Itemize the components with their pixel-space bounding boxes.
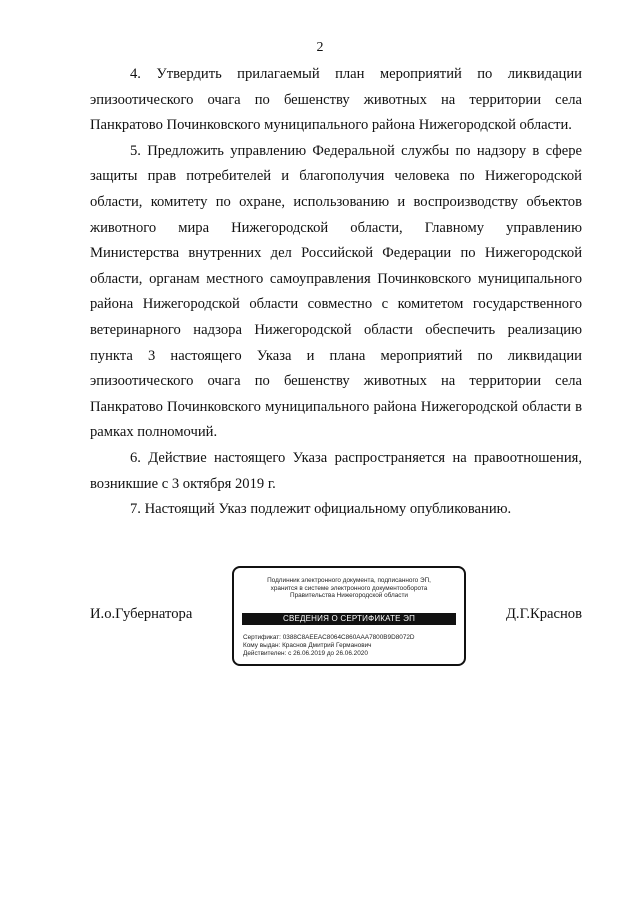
stamp-validity: Действителен: с 26.06.2019 до 26.06.2020 bbox=[243, 650, 368, 657]
stamp-intro-line: Правительства Нижегородской области bbox=[289, 592, 409, 600]
stamp-issued-to: Кому выдан: Краснов Дмитрий Германович bbox=[243, 642, 372, 649]
stamp-intro-line: хранится в системе электронного документооборота bbox=[270, 584, 428, 592]
stamp-details bbox=[243, 634, 458, 658]
stamp-intro-line: Подлинник электронного документа, подписанного ЭП, bbox=[267, 577, 431, 584]
signature-block bbox=[90, 566, 582, 670]
stamp-header: СВЕДЕНИЯ О СЕРТИФИКАТЕ ЭП bbox=[242, 613, 456, 625]
stamp-certificate: Сертификат: 0388C8AEEAC8064C860AAA7800B9D8072D bbox=[243, 634, 415, 641]
paragraph-5: 5. Предложить управлению Федеральной службы по надзору в сфере защиты прав потребителей и благополучия человека по Нижегородской области, комитету по охране, использованию и воспроизводству объектов животного мира Нижегородской области, Главному управлению Министерства внутренних дел Российской Федерации по Нижегородской области, органам местного самоуправления Починковского муниципального района Нижегородской области совместно с комитетом государственного ветеринарного надзора Нижегородской области обеспечить реализацию пункта 3 настоящего Указа и плана мероприятий по ликвидации эпизоотического очага по бешенству животных на территории села Панкратово Починковского муниципального района Нижегородской области в рамках полномочий. bbox=[90, 142, 582, 441]
signer-position: И.о.Губернатора bbox=[90, 606, 193, 622]
electronic-signature-stamp bbox=[232, 566, 466, 666]
paragraph-4: 4. Утвердить прилагаемый план мероприятий по ликвидации эпизоотического очага по бешенству животных на территории села Панкратово Починковского муниципального района Нижегородской области. bbox=[90, 66, 582, 134]
stamp-intro bbox=[240, 577, 458, 600]
page-number: 2 bbox=[316, 40, 324, 55]
document-body bbox=[90, 62, 582, 523]
paragraph-6: 6. Действие настоящего Указа распространяется на правоотношения, возникшие с 3 октября 2019 г. bbox=[90, 449, 582, 492]
signer-name: Д.Г.Краснов bbox=[505, 606, 582, 622]
paragraph-7: 7. Настоящий Указ подлежит официальному опубликованию. bbox=[130, 501, 512, 518]
